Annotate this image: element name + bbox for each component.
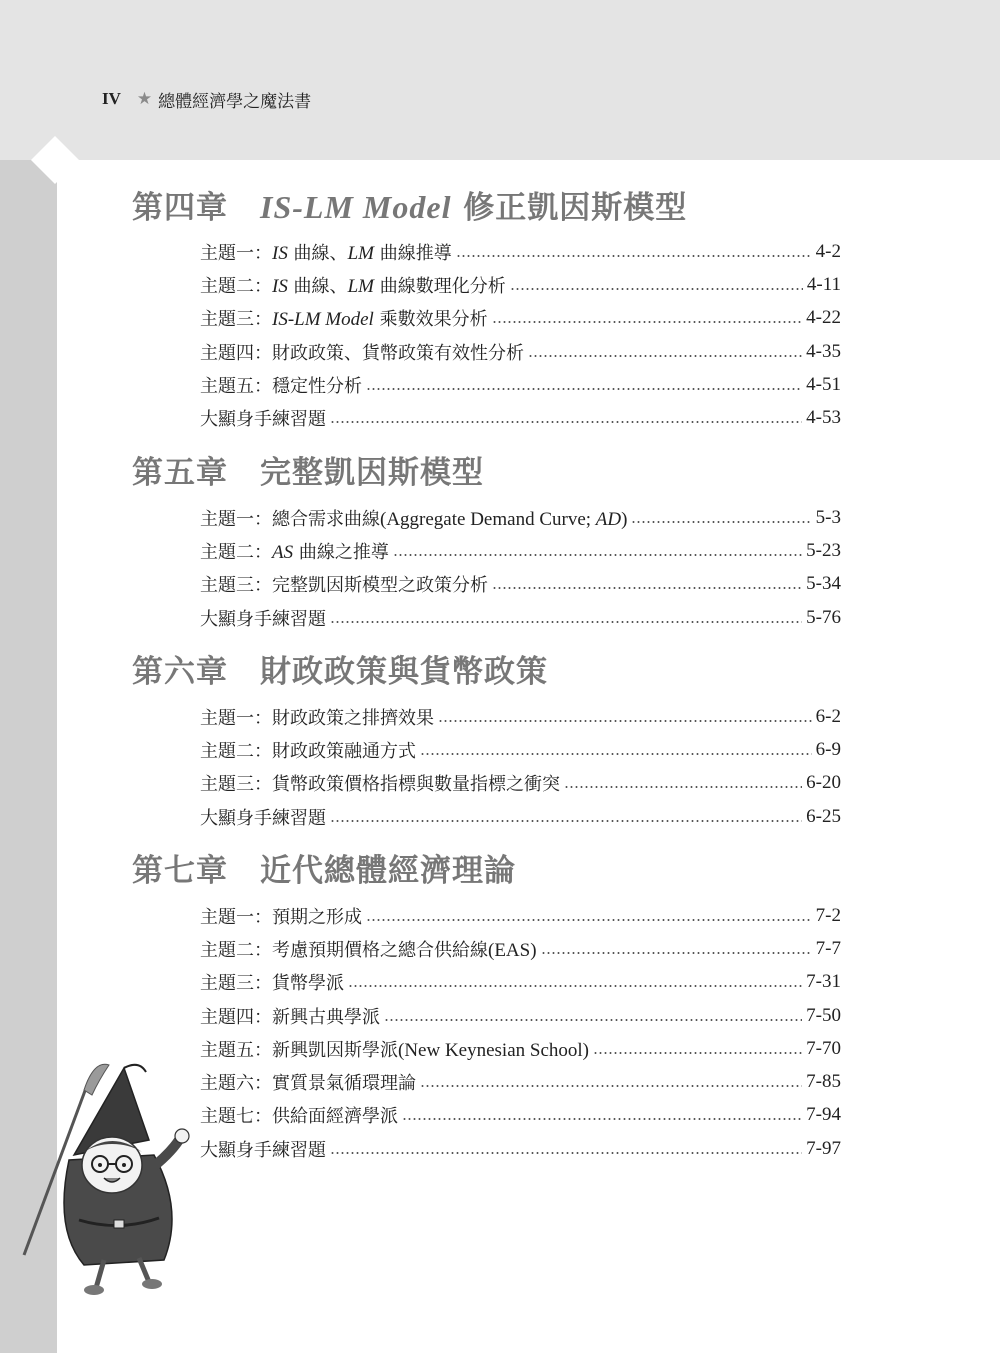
- toc-page-number: 5-3: [815, 506, 841, 528]
- dot-leader: [420, 753, 812, 755]
- toc-entry[interactable]: [200, 999, 841, 1032]
- chapter-number: 第六章: [132, 654, 228, 690]
- toc-entry-label: 大顯身手練習題: [200, 807, 326, 829]
- chapter-number: 第五章: [132, 455, 228, 491]
- toc-page-number: 7-50: [806, 1004, 841, 1026]
- toc-entry[interactable]: [200, 1099, 841, 1132]
- dot-leader: [631, 521, 811, 523]
- toc-entry-label: 主題五：新興凱因斯學派(New Keynesian School): [200, 1039, 590, 1061]
- dot-leader: [456, 255, 812, 257]
- dot-leader: [593, 1052, 802, 1054]
- dot-leader: [348, 985, 802, 987]
- toc-entry-label: 主題二：考慮預期價格之總合供給線(EAS): [200, 939, 537, 961]
- toc-page-number: 5-76: [806, 606, 841, 628]
- dot-leader: [366, 919, 812, 921]
- toc-page-number: 4-2: [815, 240, 841, 262]
- toc-entries: [200, 700, 841, 833]
- toc-entry[interactable]: [200, 534, 841, 567]
- toc-entry[interactable]: [200, 401, 841, 434]
- toc-entry[interactable]: [200, 1032, 841, 1065]
- book-title: 總體經濟學之魔法書: [158, 91, 312, 112]
- toc-page-number: 4-53: [806, 407, 841, 429]
- toc-page-number: 7-97: [806, 1137, 841, 1159]
- toc-entry-label: 主題三：貨幣學派: [200, 973, 344, 995]
- toc-entry[interactable]: [200, 302, 841, 335]
- dot-leader: [330, 621, 802, 623]
- toc-entry[interactable]: [200, 501, 841, 534]
- chapter-title-zh: 完整凱因斯模型: [260, 455, 484, 491]
- toc-page-number: 4-35: [806, 340, 841, 362]
- toc-entry[interactable]: [200, 767, 841, 800]
- toc-page-number: 7-31: [806, 971, 841, 993]
- toc-entry[interactable]: [200, 932, 841, 965]
- toc-entry-label: 主題二：財政政策融通方式: [200, 740, 416, 762]
- chapter-title-zh: 修正凱因斯模型: [463, 190, 688, 226]
- toc-page-number: 6-25: [806, 805, 841, 827]
- toc-page-number: 5-34: [806, 573, 841, 595]
- toc-page-number: 7-7: [815, 937, 841, 959]
- toc-entry[interactable]: [200, 568, 841, 601]
- toc-entry-label: 主題一：財政政策之排擠效果: [200, 707, 434, 729]
- witch-mascot-illustration: [14, 1060, 204, 1300]
- toc-page-number: 4-22: [806, 307, 841, 329]
- dot-leader: [438, 720, 812, 722]
- toc-page-number: 5-23: [806, 539, 841, 561]
- toc-entries: [200, 899, 841, 1165]
- dot-leader: [402, 1118, 802, 1120]
- chapter-title: [132, 187, 687, 227]
- toc-entry-label: 主題六：實質景氣循環理論: [200, 1073, 416, 1095]
- toc-entry-label: 大顯身手練習題: [200, 409, 326, 431]
- dot-leader: [393, 554, 802, 556]
- toc-entry-label: 大顯身手練習題: [200, 1139, 326, 1161]
- toc-entry[interactable]: [200, 700, 841, 733]
- toc-entry-label: 主題三：完整凱因斯模型之政策分析: [200, 575, 488, 597]
- toc-page-number: 6-20: [806, 772, 841, 794]
- toc-entry-label: 大顯身手練習題: [200, 608, 326, 630]
- dot-leader: [492, 321, 803, 323]
- page-number: IV: [102, 89, 121, 108]
- toc-page-number: 6-9: [815, 738, 841, 760]
- dot-leader: [420, 1085, 802, 1087]
- dot-leader: [492, 587, 802, 589]
- toc-entry[interactable]: [200, 601, 841, 634]
- toc-entry-label: 主題二：IS 曲線、LM 曲線數理化分析: [200, 275, 506, 297]
- toc-entry-label: 主題五：穩定性分析: [200, 375, 362, 397]
- running-head: [102, 86, 311, 112]
- toc-entry-label: 主題四：新興古典學派: [200, 1006, 380, 1028]
- toc-entry[interactable]: [200, 1132, 841, 1165]
- toc-page-number: 4-51: [806, 373, 841, 395]
- header-band: [0, 0, 1000, 160]
- toc-entry-label: 主題七：供給面經濟學派: [200, 1106, 398, 1128]
- chapter-title: [132, 652, 548, 692]
- toc-entry-label: 主題三：IS-LM Model 乘數效果分析: [200, 309, 488, 331]
- dot-leader: [330, 421, 802, 423]
- toc-entry-label: 主題一：總合需求曲線(Aggregate Demand Curve; AD): [200, 508, 628, 530]
- toc-entry[interactable]: [200, 800, 841, 833]
- toc-entry[interactable]: [200, 733, 841, 766]
- chapter-number: 第七章: [132, 853, 228, 889]
- dot-leader: [541, 952, 812, 954]
- chapter-title: [132, 851, 516, 891]
- dot-leader: [528, 355, 802, 357]
- toc-page-number: 7-2: [815, 904, 841, 926]
- toc-entries: [200, 501, 841, 634]
- chapter-title-en: IS-LM Model: [260, 189, 452, 225]
- toc-entry[interactable]: [200, 268, 841, 301]
- toc-entry-label: 主題二：AS 曲線之推導: [200, 541, 389, 563]
- dot-leader: [330, 820, 802, 822]
- chapter-title-zh: 近代總體經濟理論: [260, 853, 516, 889]
- star-icon: ★: [136, 89, 153, 109]
- toc-entry[interactable]: [200, 235, 841, 268]
- dot-leader: [510, 288, 803, 290]
- toc-page-number: 7-85: [806, 1071, 841, 1093]
- toc-entry-label: 主題一：IS 曲線、LM 曲線推導: [200, 242, 452, 264]
- toc-entry[interactable]: [200, 966, 841, 999]
- chapter-number: 第四章: [132, 190, 228, 226]
- toc-entry-label: 主題四：財政政策、貨幣政策有效性分析: [200, 342, 524, 364]
- toc-entry-label: 主題三：貨幣政策價格指標與數量指標之衝突: [200, 774, 560, 796]
- dot-leader: [366, 388, 802, 390]
- toc-entry[interactable]: [200, 1065, 841, 1098]
- toc-page-number: 6-2: [815, 705, 841, 727]
- toc-entries: [200, 235, 841, 435]
- toc-page-number: 4-11: [806, 273, 841, 295]
- chapter-title-zh: 財政政策與貨幣政策: [260, 654, 548, 690]
- chapter-title: [132, 453, 484, 493]
- toc-entry[interactable]: [200, 368, 841, 401]
- dot-leader: [564, 786, 802, 788]
- toc-entry-label: 主題一：預期之形成: [200, 906, 362, 928]
- toc-entry[interactable]: [200, 899, 841, 932]
- toc-page-number: 7-70: [806, 1037, 841, 1059]
- dot-leader: [384, 1019, 802, 1021]
- toc-entry[interactable]: [200, 335, 841, 368]
- toc-page-number: 7-94: [806, 1104, 841, 1126]
- dot-leader: [330, 1152, 802, 1154]
